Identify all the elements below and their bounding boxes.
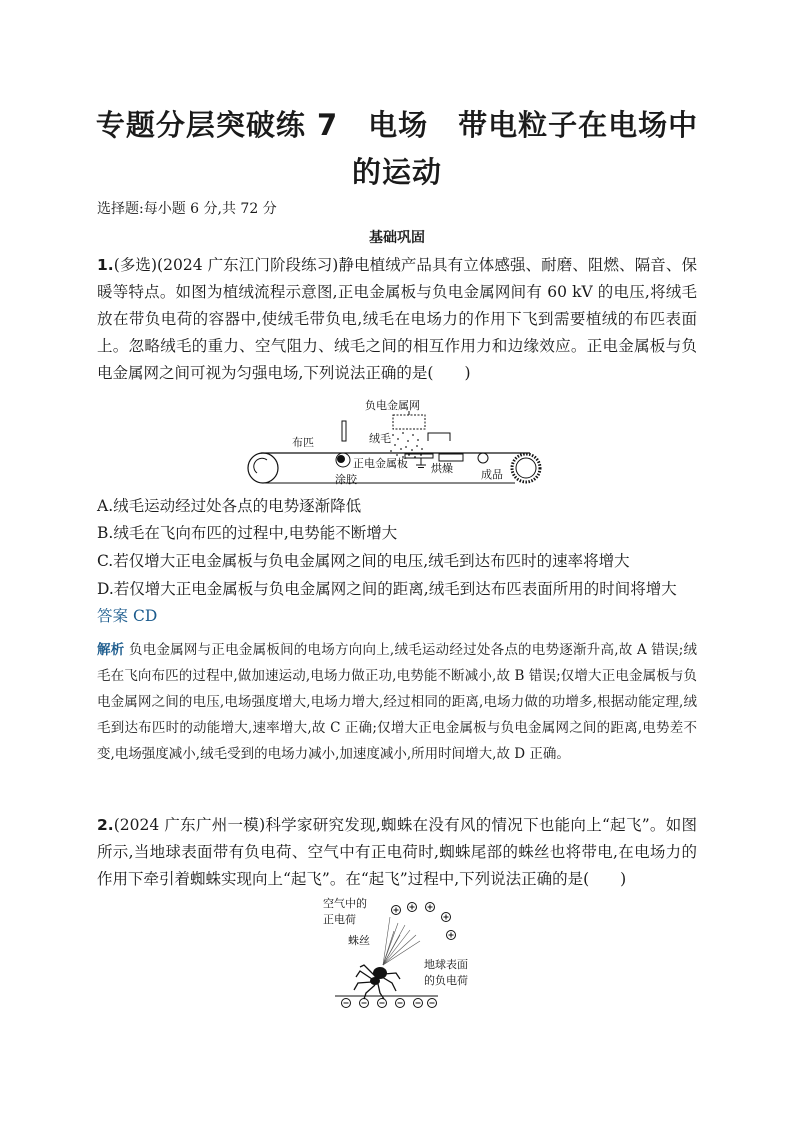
answer-label: 答案 — [97, 607, 129, 625]
question-1 — [97, 252, 697, 387]
question-2 — [97, 812, 697, 893]
analysis-label: 解析 — [97, 642, 125, 658]
label-glue: 涂胶 — [335, 473, 357, 486]
label-earth-line2: 的负电荷 — [424, 974, 468, 987]
question-2-text: (2024 广东广州一模)科学家研究发现,蜘蛛在没有风的情况下也能向上“起飞”。如图所示,当地球表面带有负电荷、空气中有正电荷时,蜘蛛尾部的蛛丝也将带电,在电场力的作用下牵引着蜘蛛实现向上“起飞”。在“起飞”过程中,下列说法正确的是( ) — [97, 816, 697, 888]
analysis-text: 负电金属网与正电金属板间的电场方向向上,绒毛运动经过处各点的电势逐渐升高,故 A 错误;绒毛在飞向布匹的过程中,做加速运动,电场力做正功,电势能不断减小,故 B 错误;仅增大正电金属板与负电金属网之间的电压,电场强度增大,电场力增大,经过相同的距离,电场力做的功增多,根据动能定理,绒毛到达布匹时的动能增大,速率增大,故 C 正确;仅增大正电金属板与负电金属网之间的距离,电势差不变,电场强度减小,绒毛受到的电场力减小,加速度减小,所用时间增大,故 D 正确。 — [97, 642, 697, 762]
label-cloth: 布匹 — [292, 436, 314, 449]
left-roller — [248, 453, 278, 483]
option-d: D.若仅增大正电金属板与负电金属网之间的距离,绒毛到达布匹表面所用的时间将增大 — [97, 580, 677, 598]
answer-value: CD — [132, 607, 158, 625]
metal-net — [393, 415, 425, 429]
glue-roller-core — [337, 455, 345, 463]
label-negative-net: 负电金属网 — [365, 399, 420, 412]
question-2-number: 2. — [97, 816, 114, 834]
flocking-diagram — [245, 397, 550, 489]
label-earth-line1: 地球表面 — [424, 958, 468, 971]
label-dry: 烘燥 — [431, 462, 453, 475]
spider-diagram — [320, 895, 490, 1010]
question-1-number: 1. — [97, 256, 114, 274]
answer-line — [97, 604, 157, 626]
glue-blade — [342, 421, 346, 441]
small-roller — [478, 453, 488, 463]
spider — [354, 965, 400, 999]
section-heading: 基础巩固 — [369, 230, 425, 246]
page-title-line1: 专题分层突破练 7 电场 带电粒子在电场中 — [95, 108, 699, 142]
option-b: B.绒毛在飞向布匹的过程中,电势能不断增大 — [97, 524, 398, 542]
label-air-line1: 空气中的 — [323, 897, 367, 910]
question-1-text: (多选)(2024 广东江门阶段练习)静电植绒产品具有立体感强、耐磨、阻燃、隔音、保暖等特点。如图为植绒流程示意图,正电金属板与负电金属网间有 60 kV 的电压,将绒毛放在带负电荷的容器中,使绒毛带负电,绒毛在电场力的作用下飞到需要植绒的布匹表面上。忽略绒毛的重力、空气阻力、绒毛之间的相互作用力和边缘效应。正电金属板与负电金属网之间可视为匀强电场,下列说法正确的是( ) — [97, 256, 697, 382]
label-product: 成品 — [481, 468, 503, 481]
label-air-line2: 正电荷 — [323, 913, 356, 926]
label-fluff: 绒毛 — [369, 432, 391, 445]
dryer-bottom — [439, 454, 463, 461]
product-roll-inner — [516, 458, 536, 478]
analysis-block — [97, 637, 697, 767]
option-a: A.绒毛运动经过处各点的电势逐渐降低 — [97, 497, 362, 515]
spider-silk-threads — [383, 917, 420, 965]
label-positive-plate: 正电金属板 — [353, 457, 408, 470]
positive-charges — [392, 903, 456, 940]
left-roller-arrow — [254, 458, 267, 473]
score-info: 选择题:每小题 6 分,共 72 分 — [97, 201, 277, 217]
option-c: C.若仅增大正电金属板与负电金属网之间的电压,绒毛到达布匹时的速率将增大 — [97, 552, 630, 570]
negative-charges — [342, 999, 437, 1008]
page-title-line2: 的运动 — [351, 155, 442, 189]
dryer-top — [428, 433, 450, 441]
label-silk: 蛛丝 — [348, 934, 370, 947]
